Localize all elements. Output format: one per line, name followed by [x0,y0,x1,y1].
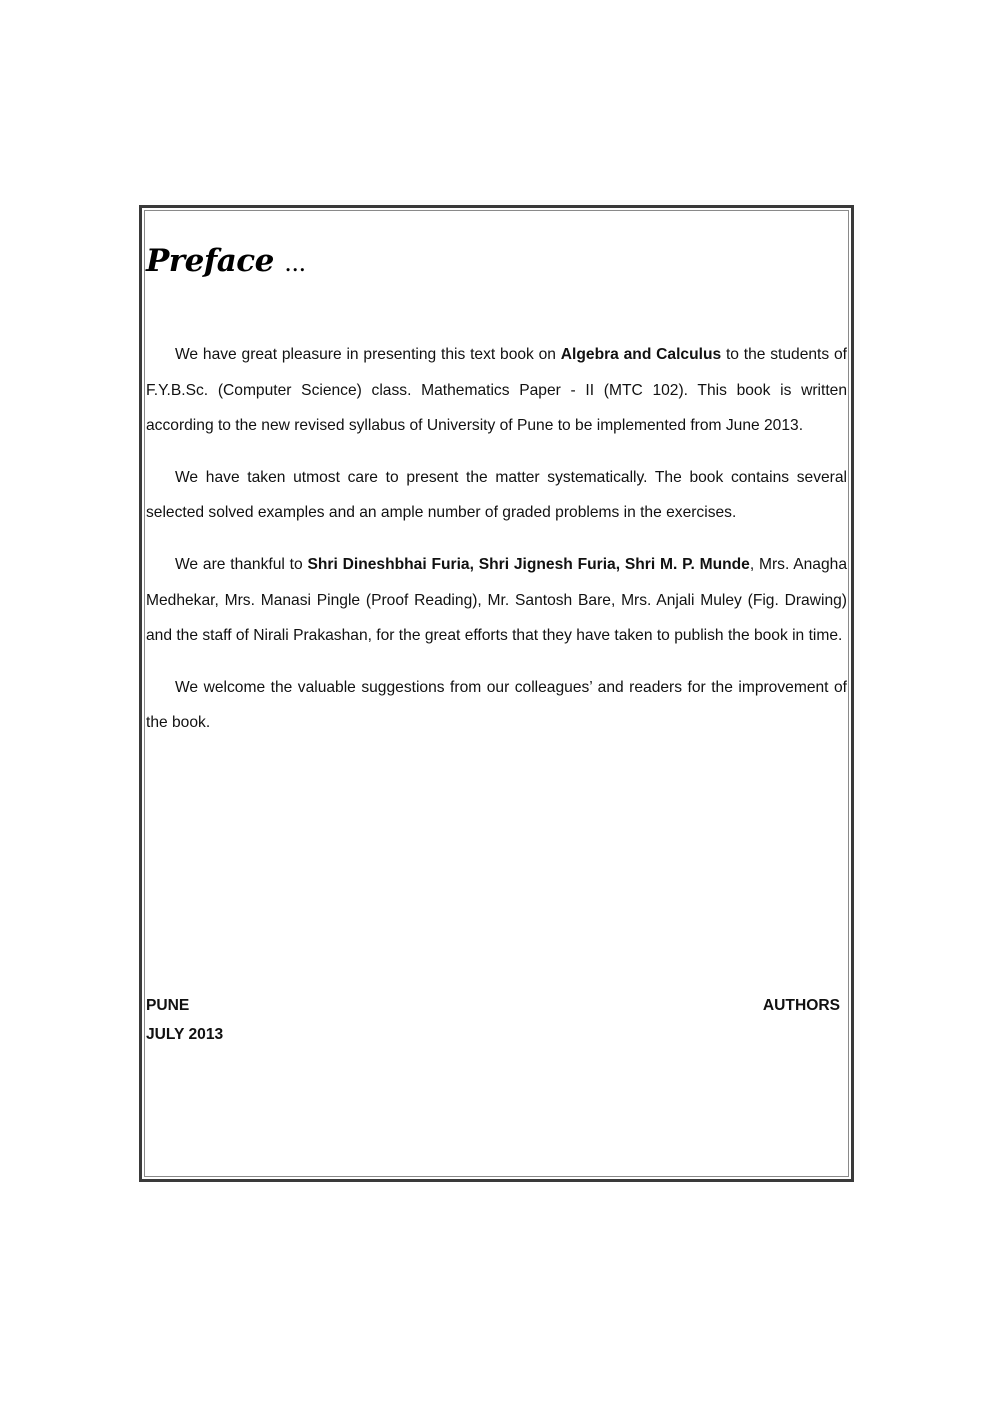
paragraph-suggestions: We welcome the valuable suggestions from our colleagues’ and readers for the improvement of the book. [146,678,847,732]
paragraph-thanks [146,547,847,654]
title-text: Preface [146,243,274,279]
signature-authors: AUTHORS [762,997,840,1014]
paragraph-care: We have taken utmost care to present the matter systematically. The book contains several selected solved examples and an ample number of graded problems in the exercises. [146,468,847,522]
title-ellipsis: ... [284,249,306,277]
thanked-names: Shri Dineshbhai Furia, Shri Jignesh Furia, Shri M. P. Munde [307,555,750,573]
paragraph-thanks-lead: We are thankful to [175,555,308,573]
paragraph-thanks-rest: , Mrs. Anagha Medhekar, Mrs. Manasi Pingle (Proof Reading), Mr. Santosh Bare, Mrs. Anjali Muley (Fig. Drawing) and the staff of Nirali Prakashan, for the great efforts that they have taken to publish the book in time. [146,555,847,645]
paragraph-intro-rest: to the students of F.Y.B.Sc. (Computer Science) class. Mathematics Paper - II (MTC 102). This book is written according to the new revised syllabus of University of Pune to be implemented from June 2013. [146,346,847,435]
page-title [146,243,306,279]
paragraph-intro-lead: We have great pleasure in presenting this text book on [175,346,561,363]
signature-place: PUNE [146,997,190,1014]
preface-body [146,337,847,757]
book-subject: Algebra and Calculus [560,346,722,363]
paragraph-intro [146,337,847,444]
signature-date: JULY 2013 [146,1026,224,1043]
